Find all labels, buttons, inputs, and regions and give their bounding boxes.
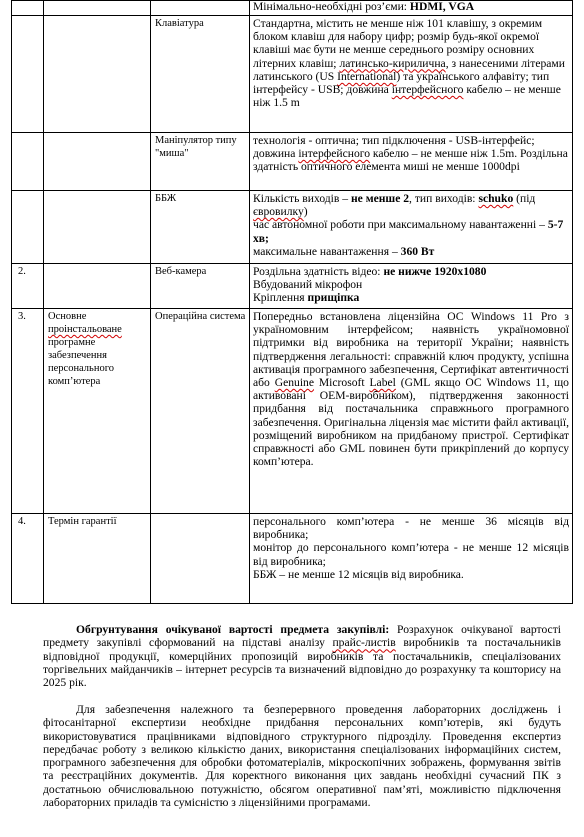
item-name xyxy=(44,264,151,309)
item-name: Термін гарантії xyxy=(44,514,151,604)
flagged-word: інтерфейсного xyxy=(391,83,464,97)
row-number xyxy=(12,133,44,191)
flagged-word: латинсько-кирилична xyxy=(339,56,446,70)
cost-justification-paragraph: Обгрунтування очікуваної вартості предмета закупівлі: Розрахунок очікуваної вартості предмету закупівлі сформований на підставі аналізу прайс-листів виробників та постачальників відповідної продукції, комерційних пропозицій виробників та постачальників, спеціалізованих торгівельних майданчиків – інтернет ресурсів та визначений відповідно до розрахунку та кошторису на 2025 рік. xyxy=(43,623,562,690)
component-name: Клавіатура xyxy=(151,16,250,133)
spec-text: Кількість виходів – не менше 2, тип виходів: schuko (під євровилку) час автономної роботи при максимальному навантаженні – 5-7 хв; максимальне навантаження – 360 Вт xyxy=(250,191,573,264)
spec-text: Стандартна, містить не менше ніж 101 клавішу, з окремим блоком клавіш для набору цифр; розмір будь-якої окремої клавіші має бути не менше середнього розміру основних літерних клавіш; латинсько-кирилична, з нанесеними літерами латинського (US International) та українського алфавіту; тип інтерфейсу - USB; довжина інтерфейсного кабелю – не менше ніж 1.5 m xyxy=(250,16,573,133)
item-name xyxy=(44,191,151,264)
row-number: 3. xyxy=(12,309,44,514)
bold-text: не менше 2 xyxy=(350,192,410,205)
component-name xyxy=(151,1,250,16)
component-name: ББЖ xyxy=(151,191,250,264)
bold-text: HDMI, VGA xyxy=(409,0,475,13)
table-row xyxy=(12,1,573,16)
item-name xyxy=(44,133,151,191)
table-row xyxy=(12,264,573,309)
spec-text: Попередньо встановлена ліцензійна ОС Windows 11 Pro з україномовним інтерфейсом; наявність україномовної підтримки від виробника на території України; наявність підтвердження легальності: справжній ключ продукту, успішна активація програмного забезпечення, Сертифікат автентичності або Genuine Microsoft Label (GML якщо ОС Windows 11, що активовані OEM-виробником), підтвердження законності придбання від постачальника справжнього програмного забезпечення. Оригінальна ліцензія має містити файл активації, розміщений виробником на придбаному пристрої. Сертифікат справжності або GML повинен бути прикріплений до корпусу комп’ютера. xyxy=(250,309,573,514)
flagged-word: інтерфейсного xyxy=(298,147,371,161)
flagged-word: євровилку xyxy=(253,205,304,219)
purchase-rationale-paragraph: Для забезпечення належного та безперервного проведення лабораторних досліджень і фітосанітарної експертизи необхідне придбання персональних комп’ютерів, які будуть використовуватися працівниками відповідного структурного підрозділу. Проведення експертиз передбачає роботу з великою кількістю даних, використання спеціалізованих інформаційних систем, програмного забезпечення для обробки фотоматеріалів, мікроскопічних зображень, формування звітів та реєстраційних документів. Для коректного виконання цих завдань необхідні сучасний ПК з достатньою обчислювальною потужністю, обсягом оперативної пам’яті, можливістю підключення лабораторних приладів та сумісністю з ліцензійними програмами. xyxy=(43,703,561,810)
table-row xyxy=(12,514,573,604)
flagged-word: Genuine xyxy=(274,376,314,390)
table-row xyxy=(12,16,573,133)
flagged-word: прайс-листів xyxy=(332,636,396,650)
bold-text: 5-7 хв; xyxy=(253,218,564,245)
spec-text: персонального комп’ютера - не менше 36 місяців від виробника; монітор до персонального комп’ютера - не менше 12 місяців від виробника; ББЖ – не менше 12 місяців від виробника. xyxy=(250,514,573,604)
table-row xyxy=(12,309,573,514)
bold-text: не нижче 1920х1080 xyxy=(383,265,487,278)
bold-text: Обгрунтування очікуваної вартості предмета закупівлі: xyxy=(76,623,390,636)
component-name: Веб-камера xyxy=(151,264,250,309)
table-row xyxy=(12,133,573,191)
spec-text: Роздільна здатність відео: не нижче 1920х1080 Вбудований мікрофон Кріплення прищіпка xyxy=(250,264,573,309)
item-name: Основне проінстальоване програмне забезпечення персонального комп’ютера xyxy=(44,309,151,514)
specs-table xyxy=(11,0,573,604)
row-number xyxy=(12,16,44,133)
component-name: Операційна система xyxy=(151,309,250,514)
bold-text: 360 Вт xyxy=(400,244,435,258)
component-name: Маніпулятор типу "миша" xyxy=(151,133,250,191)
spec-text: Мінімально-необхідні роз’єми: HDMI, VGA xyxy=(250,1,573,16)
flagged-word: проінстальоване xyxy=(48,324,122,335)
table-row xyxy=(12,191,573,264)
row-number xyxy=(12,191,44,264)
row-number xyxy=(12,1,44,16)
bold-text: прищіпка xyxy=(307,291,360,305)
flagged-word: International xyxy=(337,69,397,83)
component-name xyxy=(151,514,250,604)
row-number: 2. xyxy=(12,264,44,309)
spec-text: технологія - оптична; тип підключення - USB-інтерфейс; довжина інтерфейсного кабелю – не менше ніж 1.5m. Роздільна здатність оптичного елемента миші не менше 1000dpi xyxy=(250,133,573,191)
flagged-word: Label xyxy=(369,376,396,390)
bold-text: schuko xyxy=(478,192,514,205)
row-number: 4. xyxy=(12,514,44,604)
item-name xyxy=(44,16,151,133)
item-name xyxy=(44,1,151,16)
